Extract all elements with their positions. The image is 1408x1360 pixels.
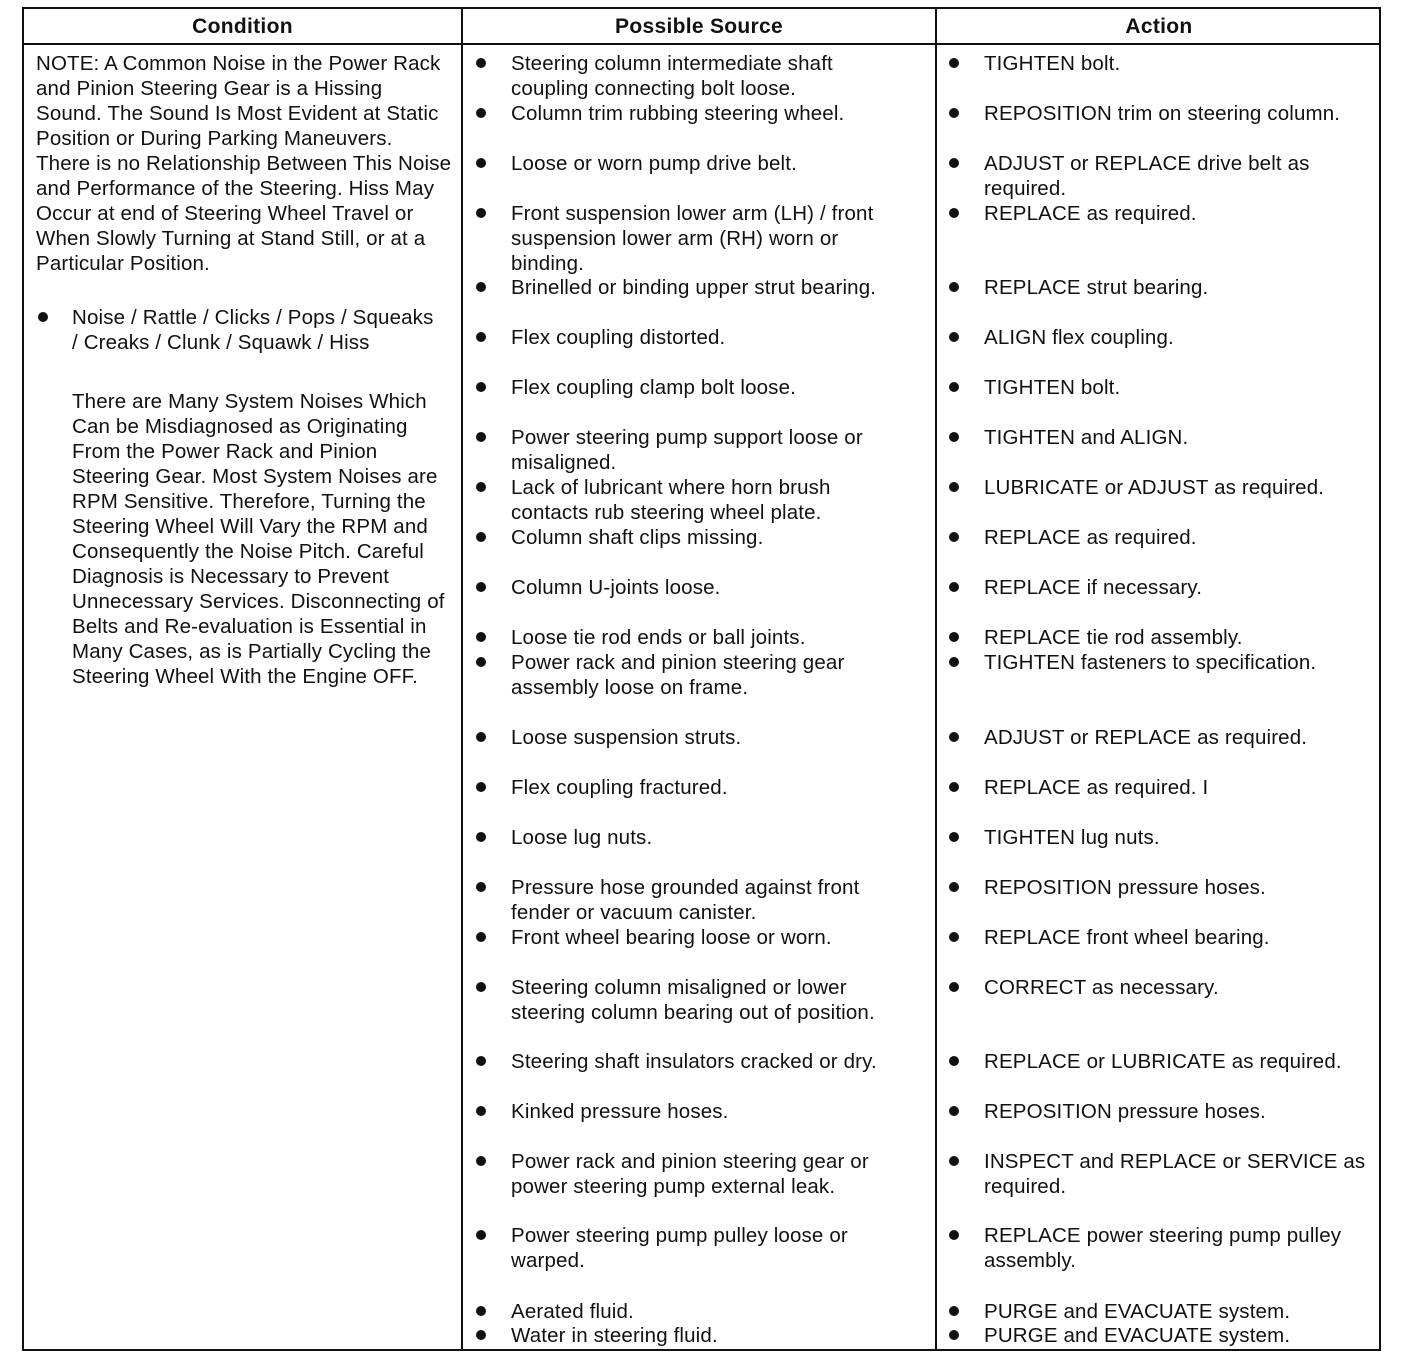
bullet-icon <box>949 932 959 942</box>
action-text: TIGHTEN bolt. <box>984 52 1121 75</box>
action-text: PURGE and EVACUATE system. <box>984 1324 1291 1347</box>
possible-source-text: Loose suspension struts. <box>511 726 742 749</box>
possible-source-text: Front suspension lower arm (LH) / front suspension lower arm (RH) worn or binding. <box>511 202 874 275</box>
action-text: REPLACE as required. I <box>984 776 1209 799</box>
action-text: TIGHTEN bolt. <box>984 376 1121 399</box>
possible-source-text: Steering column intermediate shaft coupling connecting bolt loose. <box>511 52 833 100</box>
bullet-icon <box>949 1106 959 1116</box>
bullet-icon <box>949 782 959 792</box>
bullet-icon <box>949 382 959 392</box>
possible-source-text: Steering shaft insulators cracked or dry. <box>511 1050 877 1073</box>
action-text: REPLACE strut bearing. <box>984 276 1209 299</box>
possible-source-text: Power rack and pinion steering gear or power steering pump external leak. <box>511 1150 869 1198</box>
bullet-icon <box>476 832 486 842</box>
action-text: INSPECT and REPLACE or SERVICE as required. <box>984 1150 1366 1198</box>
bullet-icon <box>476 657 486 667</box>
bullet-icon <box>476 882 486 892</box>
bullet-icon <box>476 282 486 292</box>
action-text: PURGE and EVACUATE system. <box>984 1300 1291 1323</box>
possible-source-text: Power steering pump pulley loose or warped. <box>511 1224 848 1272</box>
bullet-icon <box>949 482 959 492</box>
bullet-icon <box>949 58 959 68</box>
possible-source-text: Water in steering fluid. <box>511 1324 718 1347</box>
possible-source-text: Kinked pressure hoses. <box>511 1100 729 1123</box>
bullet-icon <box>476 432 486 442</box>
bullet-icon <box>476 1056 486 1066</box>
action-text: REPLACE or LUBRICATE as required. <box>984 1050 1342 1073</box>
action-text: CORRECT as necessary. <box>984 976 1219 999</box>
bullet-icon <box>476 732 486 742</box>
action-text: REPLACE if necessary. <box>984 576 1203 599</box>
action-text: LUBRICATE or ADJUST as required. <box>984 476 1325 499</box>
action-text: ALIGN flex coupling. <box>984 326 1174 349</box>
possible-source-text: Brinelled or binding upper strut bearing. <box>511 276 877 299</box>
possible-source-text: Column U-joints loose. <box>511 576 721 599</box>
possible-source-text: Flex coupling clamp bolt loose. <box>511 376 796 399</box>
action-text: TIGHTEN and ALIGN. <box>984 426 1189 449</box>
action-text: REPLACE as required. <box>984 202 1197 225</box>
bullet-icon <box>949 432 959 442</box>
bullet-icon <box>949 982 959 992</box>
bullet-icon <box>949 282 959 292</box>
bullet-icon <box>476 108 486 118</box>
bullet-icon <box>476 1306 486 1316</box>
possible-source-text: Column trim rubbing steering wheel. <box>511 102 845 125</box>
header-condition: Condition <box>192 15 293 38</box>
bullet-icon <box>949 332 959 342</box>
bullet-icon <box>476 582 486 592</box>
bullet-icon <box>949 208 959 218</box>
bullet-icon <box>949 108 959 118</box>
bullet-icon <box>949 732 959 742</box>
bullet-icon <box>476 1230 486 1240</box>
possible-source-text: Pressure hose grounded against front fender or vacuum canister. <box>511 876 860 924</box>
possible-source-text: Loose tie rod ends or ball joints. <box>511 626 806 649</box>
condition-item: Noise / Rattle / Clicks / Pops / Squeaks / Creaks / Clunk / Squawk / Hiss <box>72 306 434 354</box>
action-text: REPLACE tie rod assembly. <box>984 626 1243 649</box>
bullet-icon <box>949 1330 959 1340</box>
bullet-icon <box>476 632 486 642</box>
action-text: REPOSITION pressure hoses. <box>984 876 1266 899</box>
possible-source-text: Flex coupling distorted. <box>511 326 726 349</box>
bullet-icon <box>949 1156 959 1166</box>
bullet-icon <box>476 532 486 542</box>
possible-source-text: Steering column misaligned or lower steering column bearing out of position. <box>511 976 875 1024</box>
action-text: ADJUST or REPLACE as required. <box>984 726 1308 749</box>
action-text: REPLACE as required. <box>984 526 1197 549</box>
header-action: Action <box>1125 15 1193 38</box>
possible-source-text: Power rack and pinion steering gear assembly loose on frame. <box>511 651 845 699</box>
bullet-icon <box>476 208 486 218</box>
bullet-icon <box>476 1106 486 1116</box>
condition-note: NOTE: A Common Noise in the Power Rack and Pinion Steering Gear is a Hissing Sound. The Sound Is Most Evident at Static Position or During Parking Maneuvers. There is no Relationship Between This Noise and Performance of the Steering. Hiss May Occur at end of Steering Wheel Travel or When Slowly Turning at Stand Still, or at a Particular Position. <box>36 52 452 275</box>
possible-source-text: Aerated fluid. <box>511 1300 634 1323</box>
bullet-icon <box>949 632 959 642</box>
action-text: TIGHTEN fasteners to specification. <box>984 651 1317 674</box>
condition-detail: There are Many System Noises Which Can be Misdiagnosed as Originating From the Power Rack and Pinion Steering Gear. Most System Noises are RPM Sensitive. Therefore, Turning the Steering Wheel Will Vary the RPM and Consequently the Noise Pitch. Careful Diagnosis is Necessary to Prevent Unnecessary Services. Disconnecting of Belts and Re-evaluation is Essential in Many Cases, as is Partially Cycling the Steering Wheel With the Engine OFF. <box>72 390 445 688</box>
action-text: REPOSITION pressure hoses. <box>984 1100 1266 1123</box>
possible-source-text: Flex coupling fractured. <box>511 776 728 799</box>
bullet-icon <box>949 832 959 842</box>
possible-source-text: Front wheel bearing loose or worn. <box>511 926 832 949</box>
bullet-icon <box>476 158 486 168</box>
bullet-icon <box>949 532 959 542</box>
bullet-icon <box>476 58 486 68</box>
possible-source-text: Loose lug nuts. <box>511 826 653 849</box>
bullet-icon <box>476 982 486 992</box>
possible-source-text: Power steering pump support loose or misaligned. <box>511 426 863 474</box>
bullet-icon <box>949 657 959 667</box>
bullet-icon <box>476 782 486 792</box>
column-divider <box>935 9 937 1349</box>
action-text: REPLACE front wheel bearing. <box>984 926 1270 949</box>
action-text: REPLACE power steering pump pulley assembly. <box>984 1224 1342 1272</box>
bullet-icon <box>476 482 486 492</box>
bullet-icon <box>949 1056 959 1066</box>
header-possible-source: Possible Source <box>615 15 783 38</box>
possible-source-text: Loose or worn pump drive belt. <box>511 152 797 175</box>
bullet-icon <box>949 1230 959 1240</box>
bullet-icon <box>38 312 48 322</box>
possible-source-text: Column shaft clips missing. <box>511 526 764 549</box>
bullet-icon <box>949 882 959 892</box>
bullet-icon <box>949 158 959 168</box>
action-text: REPOSITION trim on steering column. <box>984 102 1341 125</box>
possible-source-text: Lack of lubricant where horn brush contacts rub steering wheel plate. <box>511 476 831 524</box>
bullet-icon <box>476 382 486 392</box>
action-text: ADJUST or REPLACE drive belt as required. <box>984 152 1310 200</box>
bullet-icon <box>949 1306 959 1316</box>
bullet-icon <box>476 1156 486 1166</box>
action-text: TIGHTEN lug nuts. <box>984 826 1160 849</box>
bullet-icon <box>476 332 486 342</box>
column-divider <box>461 9 463 1349</box>
bullet-icon <box>476 932 486 942</box>
bullet-icon <box>476 1330 486 1340</box>
bullet-icon <box>949 582 959 592</box>
diagnosis-table <box>22 7 1381 1351</box>
